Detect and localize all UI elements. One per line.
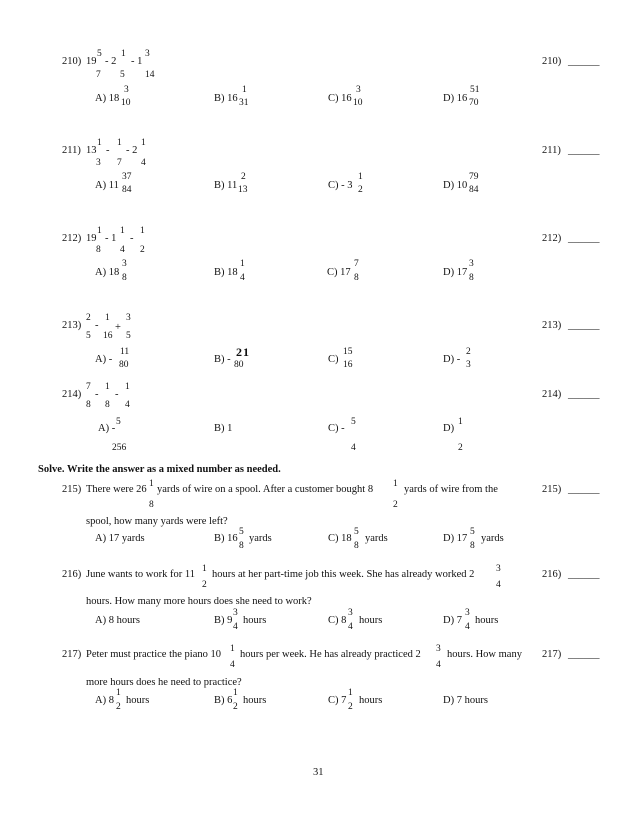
answer-blank[interactable]: ______ (568, 649, 600, 660)
choice-b[interactable]: B) 9 (214, 615, 233, 626)
choice-d[interactable]: D) 17 (443, 533, 468, 544)
choice-b-unit: hours (243, 695, 267, 706)
choice-b-numerator: 2 (241, 172, 246, 182)
choice-a[interactable]: A) 8 hours (95, 615, 140, 626)
choice-b-unit: hours (243, 615, 267, 626)
choice-d[interactable]: D) 10 (443, 180, 468, 191)
fraction-denominator: 5 (120, 70, 125, 80)
fraction-numerator: 1 (117, 138, 122, 148)
choice-c-unit: hours (359, 695, 383, 706)
choice-d-denominator: 70 (469, 98, 479, 108)
choice-b-denominator: 13 (238, 185, 248, 195)
question-number: 210) (62, 56, 82, 67)
fraction-numerator: 1 (120, 226, 125, 236)
answer-number: 210) (542, 56, 562, 67)
choice-b[interactable]: B) 11 (214, 180, 238, 191)
choice-c-denominator: 4 (351, 443, 356, 453)
choice-b-numerator: 21 (236, 345, 250, 359)
problem-expression: 19 (86, 56, 97, 67)
choice-a-denominator: 256 (112, 443, 127, 453)
problem-expression: 19 (86, 233, 97, 244)
choice-a-denominator: 8 (122, 273, 127, 283)
fraction-denominator: 4 (141, 158, 146, 168)
choice-b-numerator: 1 (240, 259, 245, 269)
choice-d[interactable]: D) (443, 423, 455, 434)
fraction-denominator: 4 (496, 580, 501, 590)
choice-d-numerator: 3 (465, 608, 470, 618)
fraction-numerator: 1 (140, 226, 145, 236)
problem-text: hours per week. He has already practiced 2 (240, 649, 421, 660)
choice-c-denominator: 8 (354, 273, 359, 283)
section-instruction: Solve. Write the answer as a mixed number as needed. (38, 464, 281, 475)
problem-text: yards of wire from the (404, 484, 498, 495)
question-number: 212) (62, 233, 82, 244)
problem-expression: - 2 (126, 145, 138, 156)
fraction-denominator: 4 (120, 245, 125, 255)
answer-number: 215) (542, 484, 562, 495)
choice-d-denominator: 2 (458, 443, 463, 453)
choice-c-denominator: 4 (348, 622, 353, 632)
choice-c[interactable]: C) 17 (327, 267, 351, 278)
question-number: 217) (62, 649, 82, 660)
fraction-numerator: 1 (141, 138, 146, 148)
answer-number: 212) (542, 233, 562, 244)
choice-b-numerator: 3 (233, 608, 238, 618)
fraction-numerator: 1 (97, 226, 102, 236)
fraction-numerator: 1 (97, 138, 102, 148)
choice-d[interactable]: D) 7 hours (443, 695, 488, 706)
choice-b-denominator: 31 (239, 98, 249, 108)
choice-a-denominator: 10 (121, 98, 131, 108)
problem-expression: - 2 (105, 56, 117, 67)
choice-c-numerator: 3 (348, 608, 353, 618)
fraction-numerator: 1 (149, 479, 154, 489)
fraction-denominator: 8 (149, 500, 154, 510)
choice-d[interactable]: D) 16 (443, 93, 468, 104)
choice-c-denominator: 16 (343, 360, 353, 370)
problem-text: yards of wire on a spool. After a customer bought 8 (157, 484, 374, 495)
problem-expression: - (106, 145, 110, 156)
choice-c[interactable]: C) 16 (328, 93, 352, 104)
choice-c[interactable]: C) - 3 (328, 180, 353, 191)
choice-c[interactable]: C) - (328, 423, 345, 434)
fraction-denominator: 8 (96, 245, 101, 255)
choice-b[interactable]: B) 18 (214, 267, 238, 278)
answer-number: 216) (542, 569, 562, 580)
choice-a-denominator: 84 (122, 185, 132, 195)
choice-d-unit: yards (481, 533, 504, 544)
choice-a-numerator: 1 (116, 688, 121, 698)
choice-c-denominator: 8 (354, 541, 359, 551)
choice-a-numerator: 11 (120, 347, 130, 357)
page-number: 31 (313, 767, 324, 778)
fraction-numerator: 7 (86, 382, 91, 392)
answer-blank[interactable]: ______ (568, 569, 600, 580)
problem-text: hours. How many (447, 649, 522, 660)
problem-text: Peter must practice the piano 10 (86, 649, 221, 660)
choice-d[interactable]: D) 17 (443, 267, 468, 278)
fraction-numerator: 3 (145, 49, 150, 59)
answer-number: 211) (542, 145, 561, 156)
fraction-denominator: 5 (86, 331, 91, 341)
choice-c-denominator: 10 (353, 98, 363, 108)
choice-a-numerator: 3 (122, 259, 127, 269)
problem-expression: - (115, 389, 119, 400)
fraction-denominator: 7 (117, 158, 122, 168)
answer-blank[interactable]: ______ (568, 233, 600, 244)
fraction-denominator: 14 (145, 70, 155, 80)
fraction-numerator: 3 (496, 564, 501, 574)
problem-text: hours at her part-time job this week. She has already worked 2 (212, 569, 475, 580)
fraction-numerator: 1 (105, 382, 110, 392)
problem-expression: - 1 (105, 233, 117, 244)
choice-a[interactable]: A) 11 (95, 180, 119, 191)
fraction-numerator: 3 (126, 313, 131, 323)
question-number: 216) (62, 569, 82, 580)
fraction-numerator: 5 (97, 49, 102, 59)
choice-d-numerator: 1 (458, 417, 463, 427)
choice-d-denominator: 8 (469, 273, 474, 283)
choice-d-numerator: 79 (469, 172, 479, 182)
choice-c-denominator: 2 (358, 185, 363, 195)
choice-d-numerator: 3 (469, 259, 474, 269)
fraction-denominator: 5 (126, 331, 131, 341)
question-number: 211) (62, 145, 81, 156)
choice-a[interactable]: A) 8 (95, 695, 114, 706)
choice-c[interactable]: C) (328, 354, 339, 365)
choice-a-unit: hours (126, 695, 150, 706)
choice-b-numerator: 1 (233, 688, 238, 698)
problem-expression: - 1 (131, 56, 143, 67)
answer-number: 213) (542, 320, 562, 331)
fraction-denominator: 8 (86, 400, 91, 410)
problem-text: June wants to work for 11 (86, 569, 195, 580)
choice-d-denominator: 8 (470, 541, 475, 551)
choice-c[interactable]: C) 7 (328, 695, 347, 706)
choice-a-numerator: 37 (122, 172, 132, 182)
answer-blank[interactable]: ______ (568, 320, 600, 331)
fraction-denominator: 8 (105, 400, 110, 410)
fraction-denominator: 4 (125, 400, 130, 410)
fraction-numerator: 1 (105, 313, 110, 323)
choice-d-unit: hours (475, 615, 499, 626)
choice-c-unit: hours (359, 615, 383, 626)
choice-a[interactable]: A) - (98, 423, 116, 434)
fraction-denominator: 3 (96, 158, 101, 168)
choice-d-numerator: 51 (470, 85, 480, 95)
choice-b-numerator: 5 (239, 527, 244, 537)
choice-d-denominator: 3 (466, 360, 471, 370)
choice-b-denominator: 4 (240, 273, 245, 283)
choice-b-numerator: 1 (242, 85, 247, 95)
fraction-denominator: 16 (103, 331, 113, 341)
choice-a[interactable]: A) 17 yards (95, 533, 145, 544)
problem-text: spool, how many yards were left? (86, 516, 228, 527)
choice-a-numerator: 5 (116, 417, 121, 427)
answer-blank[interactable]: ______ (568, 145, 600, 156)
choice-a[interactable]: A) 18 (95, 93, 120, 104)
question-number: 213) (62, 320, 82, 331)
choice-c[interactable]: C) 18 (328, 533, 352, 544)
choice-b-denominator: 4 (233, 622, 238, 632)
choice-d-denominator: 4 (465, 622, 470, 632)
fraction-numerator: 1 (121, 49, 126, 59)
choice-d[interactable]: D) 7 (443, 615, 462, 626)
choice-b[interactable]: B) - (214, 354, 231, 365)
problem-text: hours. How many more hours does she need to work? (86, 596, 312, 607)
choice-a-denominator: 80 (119, 360, 129, 370)
fraction-numerator: 1 (125, 382, 130, 392)
choice-c-unit: yards (365, 533, 388, 544)
choice-d-numerator: 5 (470, 527, 475, 537)
fraction-denominator: 4 (436, 660, 441, 670)
choice-b[interactable]: B) 6 (214, 695, 233, 706)
choice-b-unit: yards (249, 533, 272, 544)
choice-c-numerator: 15 (343, 347, 353, 357)
choice-c-numerator: 7 (354, 259, 359, 269)
choice-d-numerator: 2 (466, 347, 471, 357)
fraction-numerator: 3 (436, 644, 441, 654)
choice-b[interactable]: B) 16 (214, 93, 238, 104)
choice-b-denominator: 80 (234, 360, 244, 370)
answer-blank[interactable]: ______ (568, 389, 600, 400)
choice-a-numerator: 3 (124, 85, 129, 95)
choice-c-numerator: 5 (354, 527, 359, 537)
answer-blank[interactable]: ______ (568, 56, 600, 67)
fraction-denominator: 7 (96, 70, 101, 80)
fraction-numerator: 1 (202, 564, 207, 574)
choice-b[interactable]: B) 16 (214, 533, 238, 544)
problem-expression: - (95, 389, 99, 400)
choice-c-numerator: 3 (356, 85, 361, 95)
choice-c[interactable]: C) 8 (328, 615, 347, 626)
choice-c-denominator: 2 (348, 702, 353, 712)
choice-c-numerator: 1 (358, 172, 363, 182)
choice-a[interactable]: A) - (95, 354, 113, 365)
fraction-denominator: 2 (393, 500, 398, 510)
choice-d-denominator: 84 (469, 185, 479, 195)
question-number: 215) (62, 484, 82, 495)
answer-number: 217) (542, 649, 562, 660)
fraction-denominator: 2 (202, 580, 207, 590)
choice-b-denominator: 8 (239, 541, 244, 551)
fraction-denominator: 4 (230, 660, 235, 670)
fraction-denominator: 2 (140, 245, 145, 255)
choice-c-numerator: 5 (351, 417, 356, 427)
choice-a[interactable]: A) 18 (95, 267, 120, 278)
problem-expression: + (115, 322, 121, 333)
problem-text: There were 26 (86, 484, 147, 495)
choice-b-denominator: 2 (233, 702, 238, 712)
problem-expression: - (95, 320, 99, 331)
problem-expression: 13 (86, 145, 97, 156)
question-number: 214) (62, 389, 82, 400)
fraction-numerator: 2 (86, 313, 91, 323)
choice-b[interactable]: B) 1 (214, 423, 233, 434)
choice-c-numerator: 1 (348, 688, 353, 698)
choice-a-denominator: 2 (116, 702, 121, 712)
fraction-numerator: 1 (230, 644, 235, 654)
answer-number: 214) (542, 389, 562, 400)
answer-blank[interactable]: ______ (568, 484, 600, 495)
fraction-numerator: 1 (393, 479, 398, 489)
problem-text: more hours does he need to practice? (86, 677, 242, 688)
choice-d[interactable]: D) - (443, 354, 461, 365)
problem-expression: - (130, 233, 134, 244)
